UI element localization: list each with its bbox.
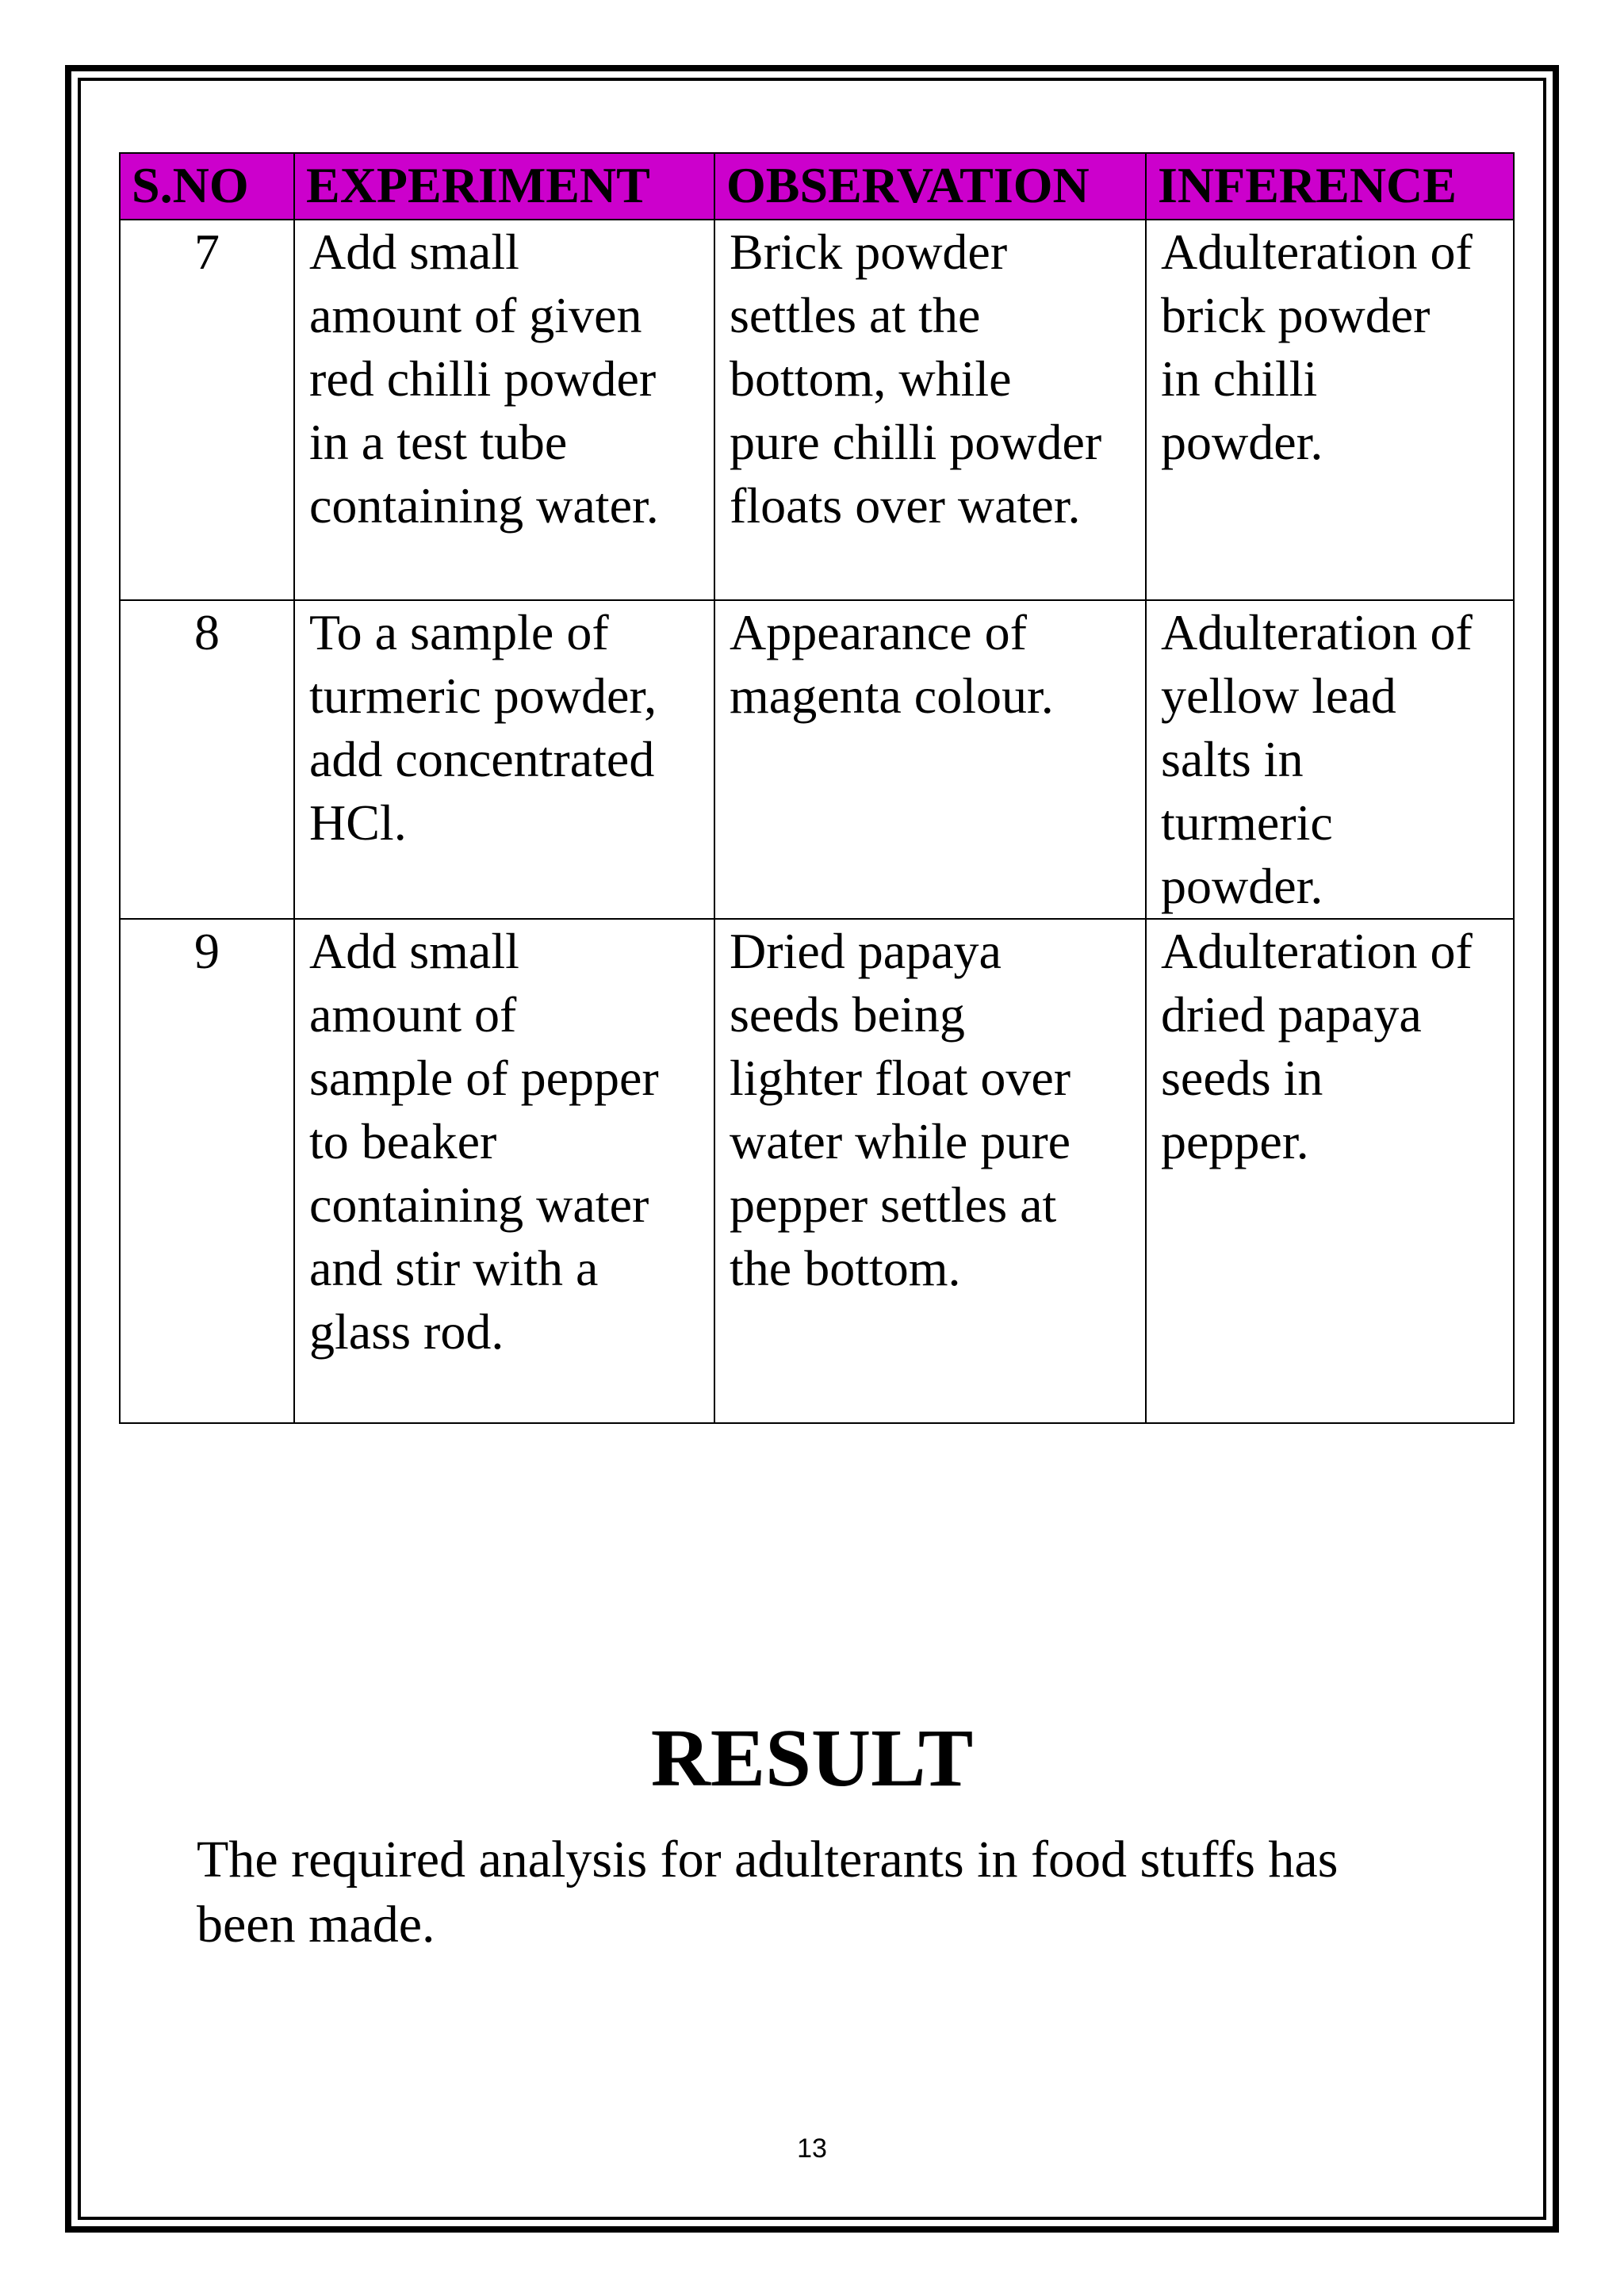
experiment-text: To a sample of turmeric powder, add concentrated HCl. [309,604,657,851]
header-observation: OBSERVATION [714,153,1146,220]
result-heading: RESULT [650,1712,974,1804]
adulteration-table [119,152,1515,1424]
observation-text: Appearance of magenta colour. [730,604,1054,724]
page-number: 13 [797,2133,827,2164]
cell-experiment [294,919,714,1423]
observation-text: Dried papaya seeds being lighter float over water while pure pepper settles at the bottom. [730,923,1071,1296]
table-row [120,919,1514,1423]
cell-observation [714,919,1146,1423]
cell-experiment [294,600,714,919]
table-row [120,600,1514,919]
header-experiment: EXPERIMENT [294,153,714,220]
cell-observation [714,220,1146,600]
table-row [120,220,1514,600]
header-sno: S.NO [120,153,294,220]
cell-inference [1146,919,1514,1423]
cell-sno: 7 [120,220,294,600]
observation-text: Brick powder settles at the bottom, while pure chilli powder floats over water. [730,224,1102,534]
cell-sno: 9 [120,919,294,1423]
experiment-text: Add small amount of sample of pepper to beaker containing water and stir with a glass rod. [309,923,659,1360]
cell-inference [1146,600,1514,919]
cell-inference [1146,220,1514,600]
header-inference: INFERENCE [1146,153,1514,220]
cell-observation [714,600,1146,919]
inference-text: Adulteration of brick powder in chilli powder. [1161,224,1473,470]
result-text: The required analysis for adulterants in food stuffs has been made. [197,1831,1339,1954]
inference-text: Adulteration of dried papaya seeds in pepper. [1161,923,1473,1169]
experiment-text: Add small amount of given red chilli powder in a test tube containing water. [309,224,659,534]
cell-sno: 8 [120,600,294,919]
inference-text: Adulteration of yellow lead salts in turmeric powder. [1161,604,1473,914]
table-header-row [120,153,1514,220]
cell-experiment [294,220,714,600]
